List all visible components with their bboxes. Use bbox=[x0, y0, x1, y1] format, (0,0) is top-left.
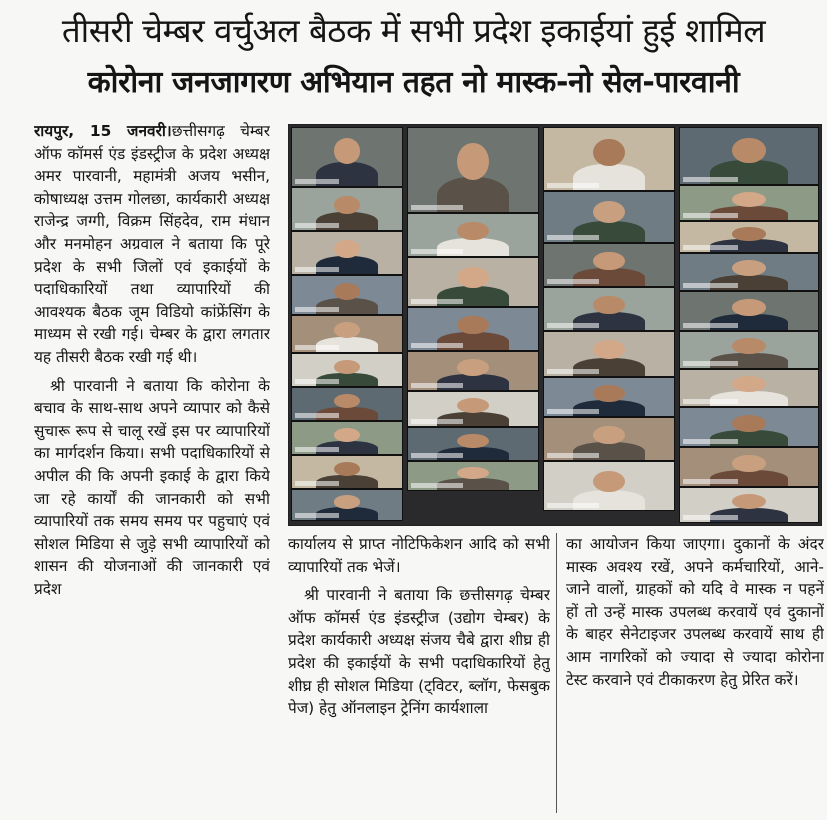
participant-name-strip bbox=[683, 245, 738, 250]
participant-tile bbox=[543, 243, 675, 287]
participant-face bbox=[334, 495, 360, 508]
paragraph-text: छत्तीसगढ़ चेम्बर ऑफ कॉमर्स एंड इंडस्ट्रीज के प्रदेश अध्यक्ष अमर पारवानी, महामंत्री अजय भसीन, कोषाध्यक्ष उत्तम गोलछा, कार्यकारी अध्यक्ष राजेन्द्र जग्गी, विक्रम सिंहदेव, राम मंधान और मनमोहन अग्रवाल ने बताया कि पूरे प्रदेश के सभी जिलों एवं इकाईयों के पदाधिकारियों तथा व्यापारियों की आवश्यक बैठक जूम विडियो कांफ्रेंसिंग के माध्यम से रखी गई। चेम्बर के द्वारा लगतार यह तीसरी बैठक रखी गई थी। bbox=[34, 122, 270, 366]
participant-face bbox=[732, 455, 765, 472]
participant-name-strip bbox=[411, 249, 463, 254]
participant-tile bbox=[543, 287, 675, 331]
participant-name-strip bbox=[683, 177, 738, 182]
headline: तीसरी चेम्बर वर्चुअल बैठक में सभी प्रदेश इकाईयां हुई शामिल bbox=[61, 11, 766, 50]
participant-body bbox=[316, 212, 378, 231]
participant-name-strip bbox=[683, 213, 738, 218]
participant-name-strip bbox=[411, 453, 463, 458]
participant-face bbox=[334, 283, 360, 300]
participant-tile bbox=[291, 489, 403, 521]
participant-tile bbox=[679, 331, 819, 369]
participant-name-strip bbox=[295, 413, 339, 418]
participant-name-strip bbox=[295, 345, 339, 350]
participant-name-strip bbox=[411, 419, 463, 424]
participant-tile bbox=[543, 377, 675, 417]
participant-name-strip bbox=[411, 483, 463, 488]
participant-tile bbox=[543, 461, 675, 511]
participant-name-strip bbox=[411, 205, 463, 210]
participant-name-strip bbox=[547, 369, 599, 374]
participant-body bbox=[316, 256, 378, 275]
participant-body bbox=[437, 238, 510, 257]
participant-tile bbox=[679, 127, 819, 185]
dateline: रायपुर, 15 जनवरी। bbox=[34, 122, 172, 140]
participant-face bbox=[457, 434, 488, 448]
participant-name-strip bbox=[295, 179, 339, 184]
participant-tile bbox=[291, 275, 403, 315]
participant-tile bbox=[679, 369, 819, 407]
participant-tile bbox=[679, 221, 819, 253]
participant-tile bbox=[679, 185, 819, 221]
participant-face bbox=[457, 143, 488, 180]
participant-tile bbox=[291, 187, 403, 231]
participant-tile bbox=[543, 417, 675, 461]
subheadline: कोरोना जनजागरण अभियान तहत नो मास्क-नो सेल-पारवानी bbox=[87, 65, 740, 100]
participant-tile bbox=[407, 461, 539, 491]
participant-face bbox=[732, 415, 765, 432]
participant-face bbox=[593, 252, 624, 270]
participant-tile bbox=[679, 447, 819, 487]
participant-tile bbox=[291, 315, 403, 353]
participant-tile bbox=[291, 421, 403, 455]
participant-name-strip bbox=[547, 183, 599, 188]
participant-face bbox=[732, 299, 765, 316]
participant-face bbox=[334, 196, 360, 214]
participant-face bbox=[732, 494, 765, 509]
article-column-2 bbox=[288, 533, 550, 813]
participant-tile bbox=[543, 331, 675, 377]
participant-name-strip bbox=[683, 361, 738, 366]
participant-tile bbox=[291, 455, 403, 489]
participant-tile bbox=[679, 291, 819, 331]
participant-face bbox=[732, 138, 765, 163]
participant-face bbox=[732, 260, 765, 276]
participant-face bbox=[334, 360, 360, 374]
participant-name-strip bbox=[547, 323, 599, 328]
participant-tile bbox=[679, 407, 819, 447]
participant-face bbox=[593, 426, 624, 444]
participant-face bbox=[334, 240, 360, 258]
video-conference-photo bbox=[288, 124, 822, 526]
participant-face bbox=[732, 227, 765, 240]
participant-body bbox=[573, 358, 646, 377]
participant-face bbox=[334, 322, 360, 338]
participant-face bbox=[457, 359, 488, 376]
participant-name-strip bbox=[547, 235, 599, 240]
participant-face bbox=[593, 296, 624, 314]
participant-tile bbox=[407, 427, 539, 461]
participant-tile bbox=[679, 253, 819, 291]
participant-name-strip bbox=[683, 283, 738, 288]
participant-face bbox=[593, 340, 624, 359]
participant-tile bbox=[407, 213, 539, 257]
participant-tile bbox=[407, 351, 539, 391]
participant-face bbox=[593, 471, 624, 492]
participant-name-strip bbox=[683, 515, 738, 520]
participant-tile bbox=[407, 391, 539, 427]
participant-tile bbox=[291, 231, 403, 275]
participant-name-strip bbox=[295, 267, 339, 272]
participant-name-strip bbox=[411, 383, 463, 388]
participant-tile bbox=[407, 127, 539, 213]
participant-name-strip bbox=[295, 447, 339, 452]
article-column-1 bbox=[34, 120, 270, 810]
participant-face bbox=[457, 398, 488, 413]
article-paragraph: श्री पारवानी ने बताया कि छत्तीसगढ़ चेम्बर ऑफ कॉमर्स एंड इंडस्ट्रीज (उद्योग चेम्बर) के प्रदेश कार्यकारी अध्यक्ष संजय चैबे द्वारा शीघ्र ही प्रदेश की इकाईयों के सभी पदाधिकारियों हेतु शीघ्र ही सोशल मिडिया (ट्विटर, ब्लॉग, फेसबुक पेज) हेतु ऑनलाइन ट्रेनिंग कार्यशाला bbox=[288, 586, 550, 718]
participant-body bbox=[573, 442, 646, 461]
participant-tile bbox=[543, 127, 675, 191]
participant-name-strip bbox=[295, 307, 339, 312]
article-paragraph: का आयोजन किया जाएगा। दुकानों के अंदर मास्क अवश्य रखें, अपने कर्मचारियों, आने-जाने वालों, ग्राहकों को यदि वे मास्क न पहनें हों तो उन्हें मास्क उपलब्ध करवायें एवं दुकानों के बाहर सेनेटाइजर उपलब्ध करवायें साथ ही आम नागरिकों को ज्यादा से ज्यादा कोरोना टेस्ट करवाने एवं टीकाकरण हेतु प्रेरित करें। bbox=[566, 535, 824, 689]
article-paragraph: श्री पारवानी ने बताया कि कोरोना के बचाव के साथ-साथ अपने व्यापार को कैसे सुचारू रूप से चालू रखें इस पर व्यापारियों का मार्गदर्शन किया। सभी पदाधिकारियों से अपील की कि अपनी इकाई के द्वारा किये जा रहे कार्यों की जानकारी को सभी व्यापारियों तक समय समय पर पहुचाएं एवं सोशल मिडिया से जुड़े सभी व्यापारियों को शासन की योजनाओं की जानकारी एवं प्रदेश bbox=[34, 376, 270, 598]
participant-body bbox=[573, 312, 646, 331]
participant-face bbox=[457, 222, 488, 240]
participant-face bbox=[334, 138, 360, 164]
participant-tile bbox=[679, 487, 819, 523]
participant-body bbox=[573, 268, 646, 287]
participant-name-strip bbox=[683, 399, 738, 404]
participant-tile bbox=[407, 257, 539, 307]
participant-name-strip bbox=[411, 343, 463, 348]
participant-name-strip bbox=[295, 223, 339, 228]
column-divider bbox=[556, 533, 557, 813]
participant-tile bbox=[291, 387, 403, 421]
participant-face bbox=[334, 394, 360, 408]
participant-face bbox=[593, 201, 624, 223]
participant-face bbox=[334, 462, 360, 476]
participant-face bbox=[593, 385, 624, 402]
participant-tile bbox=[291, 353, 403, 387]
participant-body bbox=[437, 332, 510, 351]
participant-name-strip bbox=[411, 299, 463, 304]
participant-name-strip bbox=[547, 453, 599, 458]
article-column-3 bbox=[566, 533, 824, 813]
participant-face bbox=[732, 192, 765, 207]
participant-face bbox=[334, 428, 360, 442]
participant-name-strip bbox=[295, 379, 339, 384]
participant-name-strip bbox=[547, 279, 599, 284]
participant-face bbox=[457, 267, 488, 288]
participant-name-strip bbox=[547, 409, 599, 414]
participant-name-strip bbox=[683, 439, 738, 444]
participant-face bbox=[457, 316, 488, 334]
participant-tile bbox=[543, 191, 675, 243]
participant-name-strip bbox=[683, 479, 738, 484]
participant-face bbox=[732, 376, 765, 392]
participant-face bbox=[732, 338, 765, 354]
article-paragraph: कार्यालय से प्राप्त नोटिफिकेशन आदि को सभी व्यापारियों तक भेजें। bbox=[288, 535, 550, 576]
participant-name-strip bbox=[295, 481, 339, 486]
participant-face bbox=[593, 139, 624, 166]
participant-tile bbox=[407, 307, 539, 351]
participant-name-strip bbox=[295, 513, 339, 518]
participant-name-strip bbox=[547, 503, 599, 508]
participant-name-strip bbox=[683, 323, 738, 328]
participant-face bbox=[457, 467, 488, 479]
article-paragraph bbox=[34, 120, 270, 369]
participant-tile bbox=[291, 127, 403, 187]
